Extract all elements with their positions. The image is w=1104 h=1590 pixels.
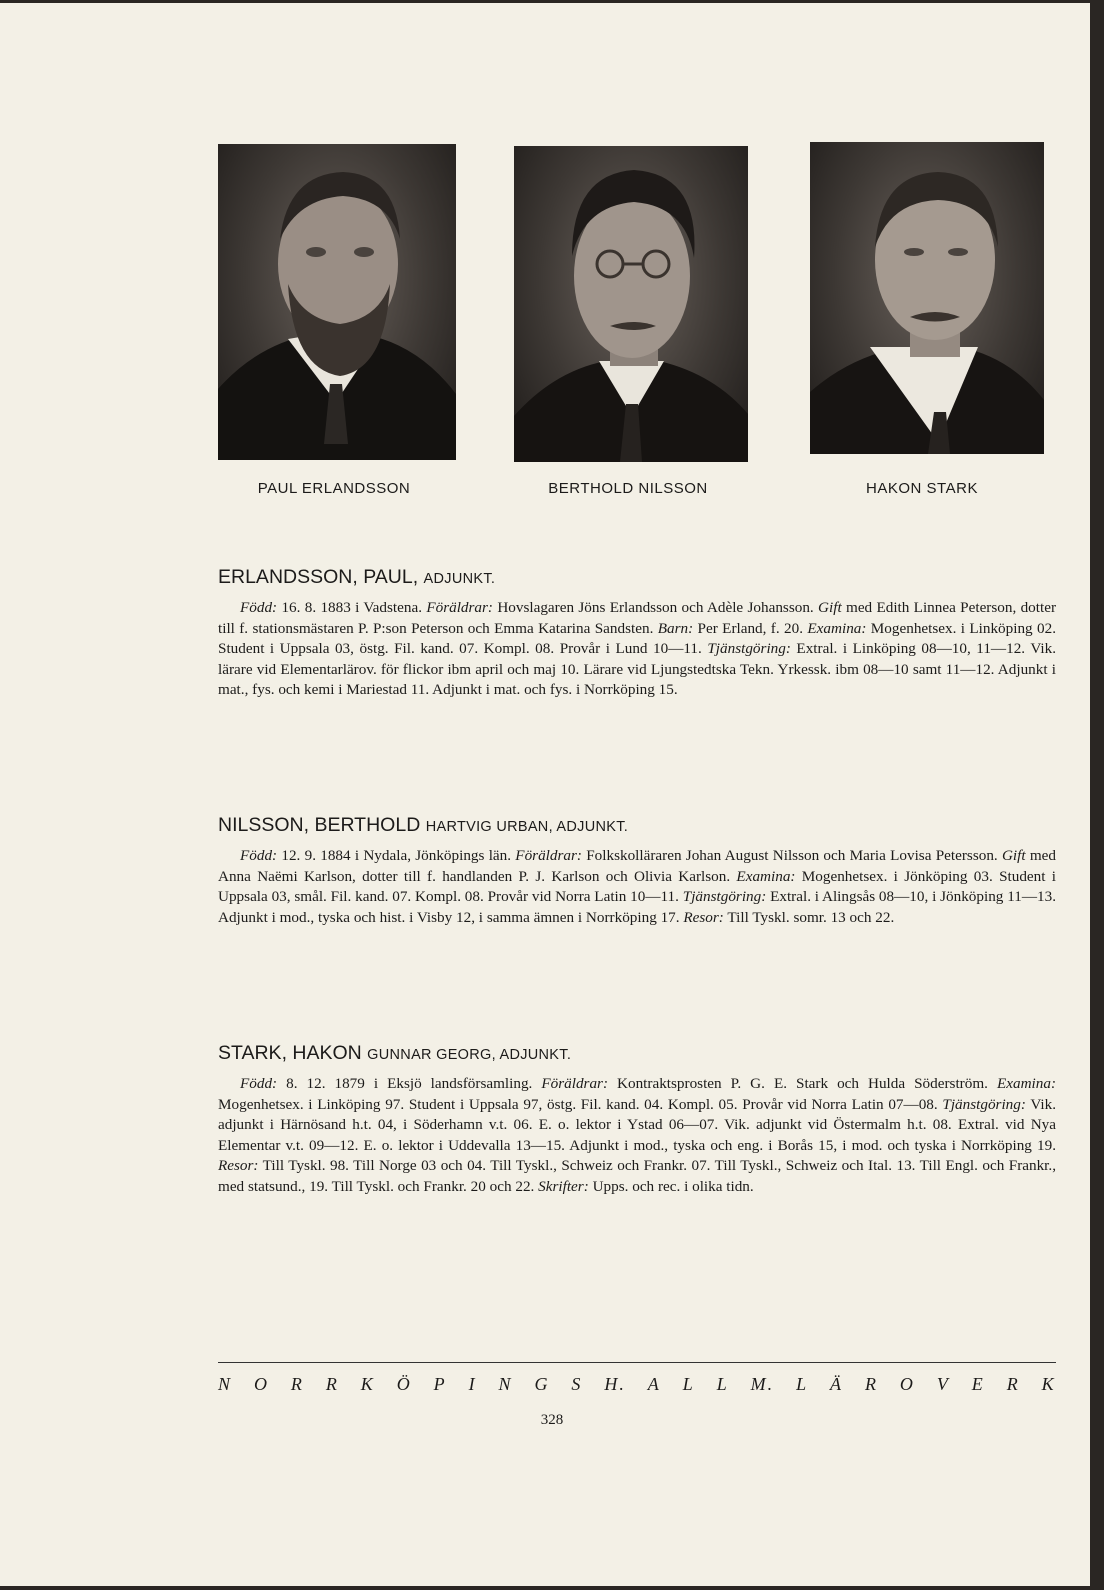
biography-entry-nilsson	[218, 814, 1056, 928]
man-with-mustache-portrait	[810, 142, 1044, 454]
footer-letter: R	[325, 1374, 339, 1394]
portrait-caption-stark: HAKON STARK	[866, 480, 978, 497]
portrait-photo-stark	[810, 142, 1044, 454]
page-edge-bottom	[0, 1586, 1104, 1590]
page-number: 328	[540, 1412, 564, 1428]
field-label: Gift	[818, 599, 842, 616]
field-value: Till Tyskl. somr. 13 och 22.	[723, 908, 895, 926]
entry-heading	[218, 1042, 1056, 1065]
field-value: Hovslagaren Jöns Erlandsson och Adèle Johansson.	[493, 599, 819, 616]
field-label: Tjänstgöring:	[942, 1095, 1026, 1113]
entry-title: ADJUNKT.	[423, 571, 496, 587]
footer-letter: M.	[750, 1374, 775, 1394]
footer-letter: H.	[604, 1374, 626, 1394]
field-value: Kontraktsprosten P. G. E. Stark och Hulda Söderström.	[608, 1075, 997, 1092]
field-value: Folkskolläraren Johan August Nilsson och Maria Lovisa Petersson.	[581, 847, 1002, 864]
footer-letter: N	[218, 1374, 233, 1394]
field-label: Född:	[240, 847, 278, 864]
field-label: Föräldrar:	[515, 847, 582, 864]
entry-title: GUNNAR GEORG, ADJUNKT.	[367, 1047, 572, 1063]
footer-letter: L	[716, 1374, 729, 1394]
portrait-caption-erlandsson: PAUL ERLANDSSON	[257, 480, 411, 497]
field-value: Upps. och rec. i olika tidn.	[588, 1177, 754, 1195]
field-value: Vik. adjunkt i Härnösand h.t. 04, i Söderhamn v.t. 06. E. o. lektor i Ystad 06—07. Vik. adjunkt vid Östermalm h.t. 08. Extral. vid Nya Elementar v.t. 09—12. E. o. lektor i Uddevalla 13—15. Adjunkt i mod., tyska och eng. i Borås 15, i mod. och tyska i Norrköping 19.	[218, 1095, 1057, 1154]
field-value: med Edith Linnea Peterson, dotter till f. stationsmästaren P. P:son Peterson och Emma Katarina Sandsten.	[218, 599, 1056, 637]
entry-text	[218, 598, 1056, 701]
biography-entry-erlandsson	[218, 566, 1056, 701]
entry-heading	[218, 566, 1056, 589]
field-label: Tjänstgöring:	[707, 640, 791, 658]
field-value: 8. 12. 1879 i Eksjö landsförsamling.	[277, 1075, 542, 1092]
entry-name: ERLANDSSON, PAUL,	[218, 566, 419, 588]
field-value: Per Erland, f. 20.	[693, 619, 808, 637]
footer-letter: L	[682, 1374, 695, 1394]
bearded-man-portrait	[218, 144, 456, 460]
portrait-caption-nilsson: BERTHOLD NILSSON	[548, 480, 708, 497]
entry-name: NILSSON, BERTHOLD	[218, 814, 421, 836]
field-label: Resor:	[683, 908, 724, 926]
field-label: Tjänstgöring:	[682, 888, 767, 906]
footer-letter: A	[647, 1374, 661, 1394]
man-with-glasses-portrait	[514, 146, 748, 462]
footer-letter: G	[534, 1374, 550, 1394]
field-value: Mogenhetsex. i Linköping 02. Student i Uppsala 03, östg. Fil. kand. 07. Kompl. 08. Provår i Lund 10—11.	[218, 619, 1057, 658]
footer-letter: R	[1006, 1374, 1020, 1394]
footer-letter: L	[796, 1374, 809, 1394]
footer-letter: K	[360, 1374, 375, 1394]
footer-letter: V	[936, 1374, 950, 1394]
field-label: Föräldrar:	[426, 599, 493, 616]
footer-letter: I	[468, 1374, 477, 1394]
footer-letter: Ä	[830, 1374, 844, 1394]
page-edge-right	[1090, 0, 1104, 1590]
field-label: Föräldrar:	[541, 1075, 609, 1092]
field-label: Född:	[240, 1075, 278, 1092]
portrait-photo-erlandsson	[218, 144, 456, 460]
field-label: Examina:	[736, 867, 796, 885]
footer-letter: O	[253, 1374, 269, 1394]
footer-letter: O	[899, 1374, 915, 1394]
field-value: med Anna Naëmi Karlson, dotter till f. handlanden P. J. Karlson och Olivia Karlson.	[218, 847, 1057, 885]
entry-heading	[218, 814, 1056, 837]
footer-letter: Ö	[396, 1374, 412, 1394]
page-edge-top	[0, 0, 1104, 3]
entry-text	[218, 846, 1056, 928]
field-value: 16. 8. 1883 i Vadstena.	[277, 599, 427, 616]
field-value: Extral. i Linköping 08—10, 11—12. Vik. lärare vid Elementarlärov. för flickor ibm april och maj 10. Lärare vid Ljungstedtska Tekn. Yrkessk. ibm 08—10 samt 11—12. Adjunkt i mat., fys. och kemi i Mariestad 11. Adjunkt i mat. och fys. i Norrköping 15.	[218, 640, 1057, 699]
footer-letter: K	[1041, 1374, 1056, 1394]
field-label: Examina:	[807, 619, 867, 637]
footer-letter: R	[864, 1374, 878, 1394]
entry-title: HARTVIG URBAN, ADJUNKT.	[425, 819, 629, 835]
field-label: Född:	[240, 599, 278, 616]
field-label: Resor:	[218, 1157, 259, 1175]
portrait-photo-nilsson	[514, 146, 748, 462]
field-label: Gift	[1001, 847, 1026, 864]
running-footer	[218, 1374, 1056, 1395]
field-label: Skrifter:	[538, 1177, 589, 1195]
footer-letter: P	[433, 1374, 447, 1394]
entry-text	[218, 1074, 1056, 1198]
field-value: Mogenhetsex. i Linköping 97. Student i Uppsala 97, östg. Fil. kand. 04. Kompl. 05. Provår vid Norra Latin 07—08.	[218, 1095, 943, 1113]
field-value: Extral. i Alingsås 08—10, i Jönköping 11—13. Adjunkt i mod., tyska och hist. i Visby 12, i samma ämnen i Norrköping 17.	[218, 888, 1056, 926]
field-label: Barn:	[657, 619, 694, 637]
field-label: Examina:	[996, 1075, 1056, 1092]
footer-letter: R	[290, 1374, 304, 1394]
footer-letter: N	[498, 1374, 513, 1394]
field-value: 12. 9. 1884 i Nydala, Jönköpings län.	[277, 847, 516, 864]
footer-rule	[218, 1362, 1056, 1363]
entry-name: STARK, HAKON	[218, 1042, 362, 1064]
field-value: Mogenhetsex. i Jönköping 03. Student i Uppsala 03, smål. Fil. kand. 07. Kompl. 08. Provår vid Norra Latin 10—11.	[218, 867, 1056, 906]
biography-entry-stark	[218, 1042, 1056, 1198]
field-value: Till Tyskl. 98. Till Norge 03 och 04. Till Tyskl., Schweiz och Frankr. 07. Till Tyskl., Schweiz och Ital. 13. Till Engl. och Frankr., med statsund., 19. Till Tyskl. och Frankr. 20 och 22.	[218, 1157, 1056, 1195]
footer-letter: S	[571, 1374, 583, 1394]
footer-letter: E	[971, 1374, 985, 1394]
